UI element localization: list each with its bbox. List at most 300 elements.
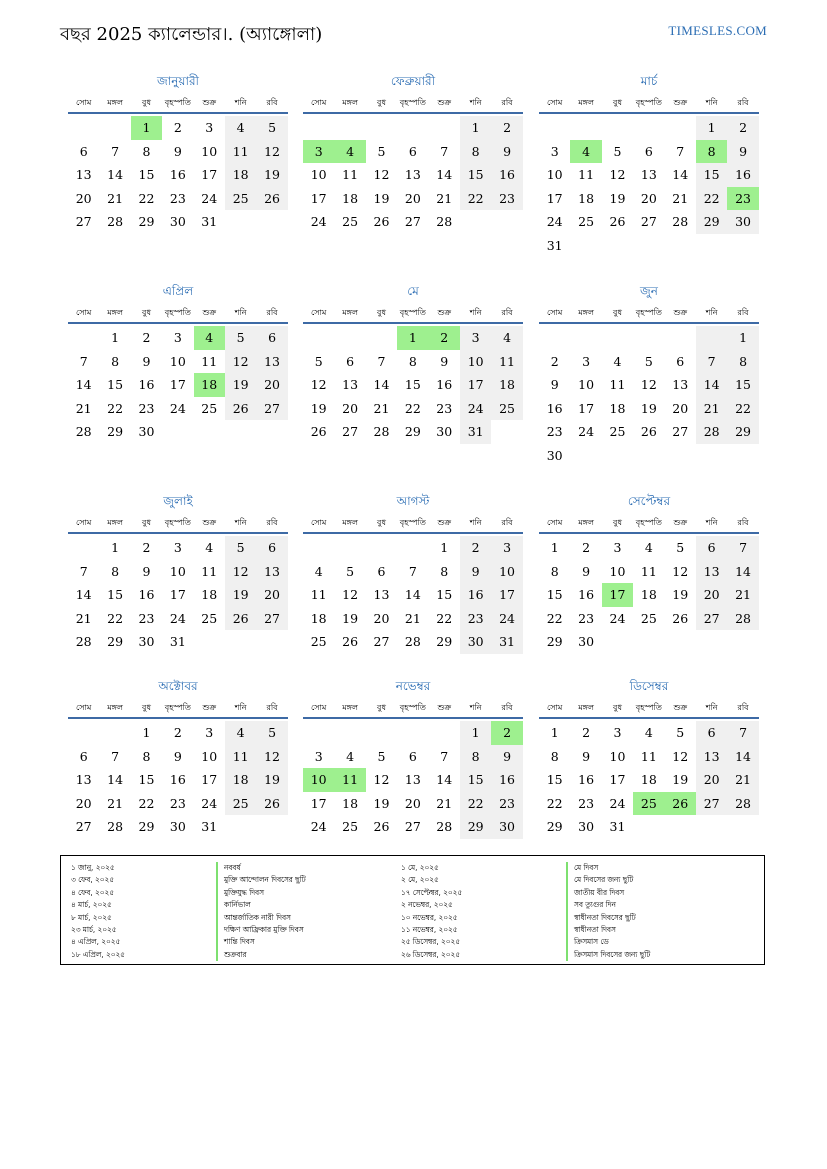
- day-cell: 15: [436, 587, 453, 602]
- day-cell: 18: [640, 587, 657, 602]
- day-cell: 22: [546, 610, 563, 626]
- day-cell: 14: [727, 560, 758, 584]
- day-cell: 31: [609, 819, 626, 834]
- empty-day-cell: [256, 210, 287, 234]
- day-cell: 24: [546, 214, 563, 229]
- weekday-label: শনি: [234, 518, 247, 527]
- day-cell: 22: [404, 400, 421, 416]
- day-cell: 11: [201, 353, 218, 369]
- day-cell: 1: [440, 540, 449, 555]
- day-cell: 23: [169, 190, 186, 206]
- weekday-label: মঙ্গল: [578, 703, 594, 712]
- weekday-label: শনি: [705, 308, 718, 317]
- day-cell: 10: [491, 560, 522, 584]
- day-cell: 29: [727, 420, 758, 444]
- day-cell: 19: [310, 400, 327, 416]
- empty-day-cell: [397, 721, 428, 745]
- day-grid: [539, 326, 759, 467]
- empty-day-cell: [491, 420, 522, 444]
- weekday-label: সোম: [311, 98, 327, 107]
- day-cell: 27: [640, 214, 657, 229]
- day-cell: 19: [609, 190, 626, 206]
- day-cell: 11: [201, 563, 218, 579]
- day-cell: 7: [727, 536, 758, 560]
- empty-day-cell: [99, 116, 130, 140]
- month-calendar: [68, 677, 288, 839]
- day-cell: 8: [460, 140, 491, 164]
- weekday-label: মঙ্গল: [342, 308, 358, 317]
- weekday-label: শনি: [705, 703, 718, 712]
- day-cell: 7: [111, 143, 120, 159]
- empty-day-cell: [68, 116, 99, 140]
- day-cell: 15: [107, 587, 124, 602]
- day-cell: 26: [342, 634, 359, 649]
- empty-day-cell: [68, 326, 99, 350]
- day-cell: 25: [578, 214, 595, 229]
- weekday-label: সোম: [311, 703, 327, 712]
- day-cell: 8: [440, 563, 449, 579]
- day-cell: 30: [578, 819, 595, 834]
- day-cell: 7: [377, 353, 386, 369]
- day-cell: 3: [173, 540, 182, 555]
- day-cell: 8: [727, 350, 758, 374]
- weekday-label: শনি: [469, 308, 482, 317]
- weekday-label: শুক্র: [673, 98, 688, 107]
- weekday-label: বুধ: [377, 98, 386, 107]
- day-cell: 16: [436, 377, 453, 392]
- day-cell: 19: [373, 190, 390, 206]
- day-cell: 14: [107, 167, 124, 182]
- day-cell: 23: [491, 187, 522, 211]
- legend-dates-col-2: [401, 862, 561, 961]
- weekday-label: বুধ: [142, 98, 151, 107]
- weekday-label: শুক্র: [437, 308, 452, 317]
- weekday-label: শুক্র: [437, 518, 452, 527]
- weekday-label: বুধ: [377, 308, 386, 317]
- day-cell: 25: [342, 819, 359, 834]
- holiday-date: ২ নভেম্বর, ২০২৫: [401, 900, 453, 910]
- empty-day-cell: [665, 326, 696, 350]
- day-cell: 23: [546, 424, 563, 439]
- day-cell: 12: [256, 745, 287, 769]
- day-cell: 1: [727, 326, 758, 350]
- day-cell: 16: [578, 772, 595, 787]
- day-cell: 4: [314, 563, 323, 579]
- day-cell: 30: [169, 819, 186, 834]
- day-cell: 27: [256, 607, 287, 631]
- day-cell: 15: [107, 377, 124, 392]
- month-calendar: [303, 492, 523, 654]
- month-name: জুলাই: [163, 494, 193, 508]
- site-link[interactable]: TIMESLES.COM: [668, 23, 767, 38]
- weekday-label: শুক্র: [202, 518, 217, 527]
- day-cell: 25: [225, 187, 256, 211]
- day-cell: 23: [727, 187, 758, 211]
- day-cell: 31: [169, 634, 186, 649]
- weekday-label: শনি: [234, 98, 247, 107]
- day-cell: 27: [256, 397, 287, 421]
- day-cell: 31: [201, 214, 218, 229]
- day-cell: 9: [491, 140, 522, 164]
- day-grid: [539, 116, 759, 257]
- day-cell: 21: [727, 768, 758, 792]
- day-cell: 24: [201, 190, 218, 206]
- day-grid: [303, 536, 523, 654]
- day-cell: 9: [582, 748, 591, 764]
- weekday-label: শনি: [705, 98, 718, 107]
- day-cell: 18: [194, 373, 225, 397]
- empty-day-cell: [696, 630, 727, 654]
- empty-day-cell: [665, 815, 696, 839]
- day-cell: 17: [201, 772, 218, 787]
- day-cell: 25: [201, 400, 218, 416]
- day-cell: 11: [640, 748, 657, 764]
- empty-day-cell: [256, 815, 287, 839]
- day-cell: 17: [546, 190, 563, 206]
- weekday-label: মঙ্গল: [342, 518, 358, 527]
- empty-day-cell: [397, 536, 428, 560]
- day-cell: 6: [696, 536, 727, 560]
- day-cell: 18: [640, 772, 657, 787]
- weekday-label: শুক্র: [437, 703, 452, 712]
- day-cell: 24: [460, 397, 491, 421]
- day-cell: 17: [201, 167, 218, 182]
- day-cell: 25: [609, 424, 626, 439]
- day-cell: 19: [672, 587, 689, 602]
- day-cell: 22: [460, 187, 491, 211]
- month-name: ফেব্রুয়ারী: [390, 74, 436, 88]
- empty-day-cell: [570, 326, 601, 350]
- empty-day-cell: [460, 210, 491, 234]
- day-cell: 19: [373, 795, 390, 811]
- day-cell: 21: [727, 583, 758, 607]
- holiday-date: ৩ ফেব, ২০২৫: [71, 875, 115, 885]
- weekday-label: মঙ্গল: [107, 518, 123, 527]
- weekday-label: বুধ: [613, 518, 622, 527]
- day-cell: 10: [609, 563, 626, 579]
- day-cell: 30: [169, 214, 186, 229]
- weekday-label: সোম: [547, 703, 563, 712]
- day-cell: 2: [460, 536, 491, 560]
- holiday-name: শান্তি দিবস: [216, 936, 396, 948]
- empty-day-cell: [665, 444, 696, 468]
- day-cell: 20: [342, 400, 359, 416]
- day-cell: 28: [404, 634, 421, 649]
- day-cell: 29: [404, 424, 421, 439]
- day-cell: 24: [169, 400, 186, 416]
- day-cell: 17: [310, 795, 327, 811]
- empty-day-cell: [334, 326, 365, 350]
- day-cell: 8: [111, 563, 120, 579]
- empty-day-cell: [570, 234, 601, 258]
- day-cell: 6: [408, 143, 417, 159]
- holiday-date: ২৬ ডিসেম্বর, ২০২৫: [401, 949, 460, 959]
- weekday-header: [303, 306, 523, 324]
- weekday-label: রবি: [266, 518, 278, 527]
- weekday-label: সোম: [76, 703, 92, 712]
- day-cell: 7: [408, 563, 417, 579]
- day-cell: 8: [696, 140, 727, 164]
- day-cell: 29: [138, 819, 155, 834]
- day-cell: 2: [429, 326, 460, 350]
- day-cell: 26: [256, 792, 287, 816]
- empty-day-cell: [696, 444, 727, 468]
- legend-names-col-2: [566, 862, 756, 961]
- day-cell: 5: [225, 536, 256, 560]
- month-name: মে: [407, 284, 419, 298]
- day-cell: 17: [491, 583, 522, 607]
- empty-day-cell: [633, 326, 664, 350]
- day-cell: 15: [727, 373, 758, 397]
- empty-day-cell: [727, 444, 758, 468]
- day-cell: 3: [205, 120, 214, 135]
- weekday-label: রবি: [266, 703, 278, 712]
- day-cell: 19: [640, 400, 657, 416]
- weekday-label: বুধ: [377, 518, 386, 527]
- day-cell: 4: [570, 140, 601, 164]
- empty-day-cell: [727, 630, 758, 654]
- day-cell: 20: [640, 190, 657, 206]
- day-cell: 8: [142, 748, 151, 764]
- day-cell: 8: [142, 143, 151, 159]
- day-cell: 2: [582, 725, 591, 740]
- day-cell: 14: [727, 745, 758, 769]
- weekday-label: বুধ: [377, 703, 386, 712]
- day-cell: 24: [310, 214, 327, 229]
- month-calendar: [303, 282, 523, 444]
- month-calendar: [539, 492, 759, 654]
- holiday-date: ২৫ ডিসেম্বর, ২০২৫: [401, 937, 460, 947]
- day-cell: 12: [225, 560, 256, 584]
- day-cell: 1: [460, 116, 491, 140]
- empty-day-cell: [633, 444, 664, 468]
- holiday-name: স্বাধীনতা দিবস: [566, 924, 756, 936]
- day-cell: 18: [225, 163, 256, 187]
- empty-day-cell: [397, 116, 428, 140]
- weekday-label: সোম: [76, 98, 92, 107]
- day-cell: 18: [225, 768, 256, 792]
- day-cell: 5: [346, 563, 355, 579]
- day-cell: 27: [75, 819, 92, 834]
- day-cell: 28: [436, 819, 453, 834]
- day-cell: 10: [169, 563, 186, 579]
- day-cell: 21: [373, 400, 390, 416]
- day-cell: 20: [672, 400, 689, 416]
- day-cell: 8: [460, 745, 491, 769]
- month-name: অক্টোবর: [158, 679, 198, 693]
- weekday-label: শনি: [234, 308, 247, 317]
- day-cell: 1: [696, 116, 727, 140]
- weekday-label: সোম: [547, 98, 563, 107]
- day-cell: 17: [169, 377, 186, 392]
- day-cell: 1: [550, 725, 559, 740]
- day-cell: 18: [491, 373, 522, 397]
- weekday-label: শুক্র: [437, 98, 452, 107]
- day-cell: 11: [334, 768, 365, 792]
- weekday-label: শুক্র: [673, 703, 688, 712]
- day-cell: 26: [665, 792, 696, 816]
- day-cell: 6: [676, 353, 685, 369]
- holiday-name: মে দিবস: [566, 862, 756, 874]
- empty-day-cell: [366, 326, 397, 350]
- day-cell: 13: [75, 772, 92, 787]
- day-cell: 7: [440, 748, 449, 764]
- day-grid: [539, 536, 759, 654]
- weekday-label: বুধ: [613, 703, 622, 712]
- day-cell: 12: [672, 563, 689, 579]
- day-cell: 13: [342, 377, 359, 392]
- weekday-header: [539, 516, 759, 534]
- day-cell: 15: [546, 772, 563, 787]
- month-calendar: [539, 72, 759, 257]
- day-cell: 11: [225, 140, 256, 164]
- weekday-label: বুধ: [142, 308, 151, 317]
- day-cell: 9: [491, 745, 522, 769]
- weekday-label: বৃহস্পতি: [635, 703, 662, 712]
- day-cell: 1: [460, 721, 491, 745]
- day-cell: 6: [79, 748, 88, 764]
- weekday-label: বৃহস্পতি: [164, 518, 191, 527]
- day-cell: 26: [672, 610, 689, 626]
- legend-dates-col-1: [71, 862, 221, 961]
- day-grid: [68, 536, 288, 654]
- empty-day-cell: [303, 116, 334, 140]
- day-cell: 31: [546, 237, 563, 253]
- day-cell: 20: [75, 795, 92, 811]
- day-cell: 16: [491, 768, 522, 792]
- day-grid: [303, 721, 523, 839]
- day-cell: 11: [609, 377, 626, 392]
- day-cell: 28: [107, 214, 124, 229]
- day-grid: [303, 326, 523, 444]
- day-cell: 6: [79, 143, 88, 159]
- day-cell: 10: [303, 768, 334, 792]
- day-cell: 22: [727, 397, 758, 421]
- day-cell: 20: [404, 190, 421, 206]
- weekday-label: সোম: [547, 308, 563, 317]
- empty-day-cell: [68, 721, 99, 745]
- weekday-label: শুক্র: [202, 98, 217, 107]
- day-cell: 12: [373, 772, 390, 787]
- empty-day-cell: [727, 815, 758, 839]
- day-cell: 19: [256, 768, 287, 792]
- day-cell: 2: [727, 116, 758, 140]
- weekday-label: বৃহস্পতি: [399, 308, 426, 317]
- day-cell: 8: [408, 353, 417, 369]
- holiday-date: ২৩ মার্চ, ২০২৫: [71, 924, 117, 934]
- weekday-label: বৃহস্পতি: [399, 518, 426, 527]
- day-cell: 30: [727, 210, 758, 234]
- day-cell: 22: [436, 610, 453, 626]
- day-cell: 22: [107, 400, 124, 416]
- day-cell: 27: [75, 214, 92, 229]
- day-cell: 11: [225, 745, 256, 769]
- day-cell: 10: [201, 143, 218, 159]
- day-cell: 10: [310, 167, 327, 182]
- day-cell: 12: [672, 748, 689, 764]
- day-cell: 13: [75, 167, 92, 182]
- day-cell: 26: [256, 187, 287, 211]
- day-cell: 20: [696, 583, 727, 607]
- day-cell: 12: [256, 140, 287, 164]
- weekday-label: শনি: [469, 98, 482, 107]
- day-cell: 1: [111, 540, 120, 555]
- weekday-label: শুক্র: [202, 308, 217, 317]
- day-cell: 17: [609, 772, 626, 787]
- day-cell: 6: [256, 536, 287, 560]
- day-cell: 28: [436, 214, 453, 229]
- weekday-label: মঙ্গল: [342, 703, 358, 712]
- day-cell: 6: [346, 353, 355, 369]
- day-cell: 16: [138, 377, 155, 392]
- empty-day-cell: [491, 210, 522, 234]
- day-cell: 27: [696, 607, 727, 631]
- weekday-label: বুধ: [613, 308, 622, 317]
- day-cell: 27: [373, 634, 390, 649]
- day-cell: 1: [142, 725, 151, 740]
- weekday-label: রবি: [737, 518, 749, 527]
- holiday-date: ১৮ এপ্রিল, ২০২৫: [71, 949, 125, 959]
- holiday-date: ২ মে, ২০২৫: [401, 875, 439, 885]
- day-cell: 7: [676, 143, 685, 159]
- day-cell: 29: [107, 634, 124, 649]
- holiday-date: ৪ ফেব, ২০২৫: [71, 887, 115, 897]
- day-cell: 8: [550, 563, 559, 579]
- day-cell: 4: [194, 326, 225, 350]
- empty-day-cell: [602, 444, 633, 468]
- holiday-name: মে দিবসের জন্য ছুটি: [566, 874, 756, 886]
- day-cell: 4: [346, 748, 355, 764]
- empty-day-cell: [633, 116, 664, 140]
- empty-day-cell: [225, 420, 256, 444]
- day-cell: 15: [546, 587, 563, 602]
- empty-day-cell: [256, 630, 287, 654]
- day-cell: 30: [491, 815, 522, 839]
- day-cell: 2: [142, 540, 151, 555]
- empty-day-cell: [303, 536, 334, 560]
- day-cell: 16: [578, 587, 595, 602]
- day-cell: 15: [138, 772, 155, 787]
- empty-day-cell: [665, 234, 696, 258]
- weekday-label: বৃহস্পতি: [635, 518, 662, 527]
- day-cell: 15: [696, 163, 727, 187]
- weekday-label: রবি: [501, 308, 513, 317]
- day-cell: 14: [672, 167, 689, 182]
- empty-day-cell: [99, 721, 130, 745]
- day-cell: 12: [609, 167, 626, 182]
- day-cell: 9: [727, 140, 758, 164]
- day-cell: 14: [436, 167, 453, 182]
- day-cell: 23: [491, 792, 522, 816]
- day-cell: 9: [173, 748, 182, 764]
- day-cell: 3: [613, 540, 622, 555]
- day-cell: 20: [256, 373, 287, 397]
- day-cell: 25: [225, 792, 256, 816]
- day-cell: 27: [404, 819, 421, 834]
- weekday-label: সোম: [311, 518, 327, 527]
- day-cell: 3: [303, 140, 334, 164]
- month-name: নভেম্বর: [395, 679, 431, 693]
- weekday-label: রবি: [266, 308, 278, 317]
- day-cell: 13: [256, 560, 287, 584]
- empty-day-cell: [162, 420, 193, 444]
- day-cell: 31: [460, 420, 491, 444]
- day-cell: 4: [334, 140, 365, 164]
- day-cell: 16: [491, 163, 522, 187]
- empty-day-cell: [633, 815, 664, 839]
- month-name: আগস্ট: [396, 494, 430, 508]
- month-name: জানুয়ারী: [157, 74, 199, 88]
